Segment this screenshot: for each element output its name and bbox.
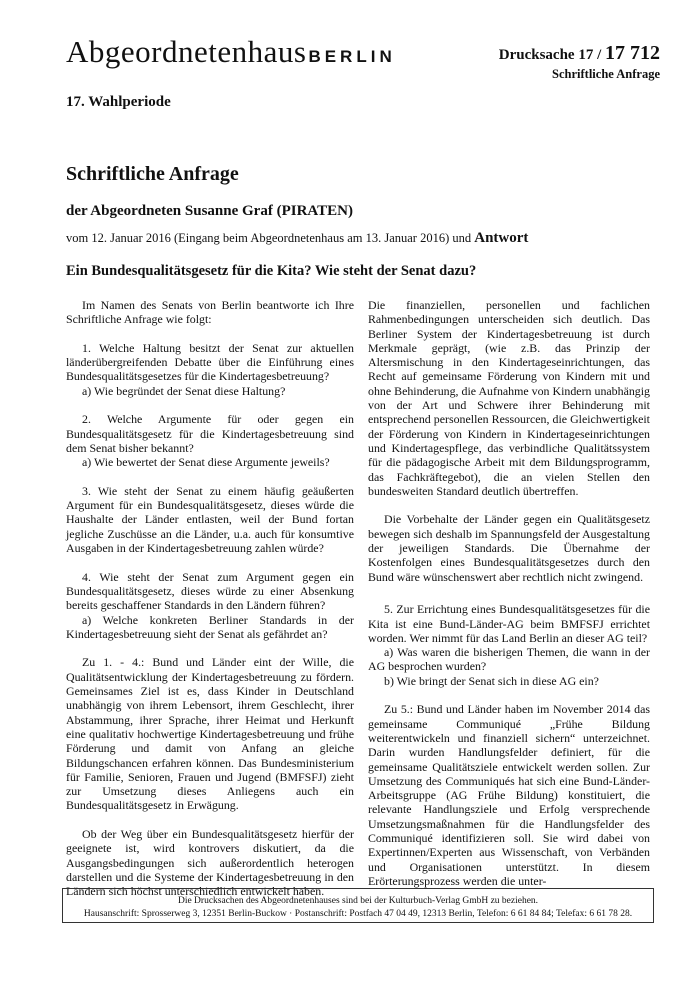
question-5b: b) Wie bringt der Senat sich in diese AG ein? <box>384 673 599 688</box>
answer-paragraph-conditions: Die finanziellen, personellen und fachlichen Rahmenbedingungen unterscheiden sich deutlich. Das Berliner System der Kindertagesbetreuung ist durch Merkmale geprägt, (wie z.B. das Prinzip der Altersmischung in den Kindertageseinrichtungen, das Recht auf gemeinsame Förderung von Kindern mit und ohne Behinderung, die Aufnahme von Kindern unabhängig von der Art und Schwere ihrer Behinderung mit entsprechend personellen Ressourcen, die Gleichwertigkeit der Förderung von Kindern in Kindertageseinrichtungen und Kindertagespflege, das verbindliche Qualitätssystem für die pädagogische Arbeit mit dem Bildungsprogramm, das Fachkräftegebot), die an vielen Stellen den bundesweiten Standard deutlich übertreffen. <box>368 298 650 498</box>
wahlperiode: 17. Wahlperiode <box>66 94 171 110</box>
drucksache-value: 17 712 <box>605 42 660 64</box>
answer-1-4: Zu 1. - 4.: Bund und Länder eint der Wille, die Qualitätsentwicklung der Kindertagesbetreuung zu fördern. Gemeinsames Ziel ist es, dass Kinder in Deutschland unabhängig von ihrem Lebensort, ihrem Geschlecht, ihrer Abstammung, ihrer Sprache, ihrer Heimat und Herkunft eine qualitativ hochwertige Kindertagesbetreuung und frühe Förderung und damit von Anfang an gleiche Bildungschancen erfahren können. Das Bundesministerium für Familie, Senioren, Frauen und Jugend (BMFSFJ) zieht zur Umsetzung dieses Anliegens auch ein Bundesqualitätsgesetz in Erwägung. <box>66 655 354 813</box>
question-1a: a) Wie begründet der Senat diese Haltung? <box>82 383 286 398</box>
document-title: Schriftliche Anfrage <box>66 163 239 185</box>
question-5a: a) Was waren die bisherigen Themen, die wann in der AG besprochen wurden? <box>368 645 650 674</box>
left-column <box>66 298 354 913</box>
intro-paragraph: Im Namen des Senats von Berlin beantworte ich Ihre Schriftliche Anfrage wie folgt: <box>66 298 354 327</box>
drucksache-prefix: Drucksache 17 / <box>498 47 602 63</box>
dateline <box>66 230 528 247</box>
footer-line-2: Hausanschrift: Sprosserweg 3, 12351 Berlin-Buckow · Postanschrift: Postfach 47 04 49, 12313 Berlin, Telefon: 6 61 84 84; Telefax: 6 61 78 28. <box>83 909 633 919</box>
question-5: 5. Zur Errichtung eines Bundesqualitätsgesetzes für die Kita ist eine Bund-Länder-AG beim BMFSFJ errichtet worden. Wer nimmt für das Land Berlin an dieser AG teil? <box>368 602 650 645</box>
answer-paragraph-reservations: Die Vorbehalte der Länder gegen ein Qualitätsgesetz bewegen sich deshalb im Spannungsfeld der Ausgestaltung der jeweiligen Standards. Die Übernahme der Kostenfolgen eines Bundesqualitätsgesetzes durch den Bund wäre wünschenswert aber rechtlich nicht zwingend. <box>368 512 650 584</box>
masthead-berlin: BERLIN <box>308 47 396 66</box>
author-line: der Abgeordneten Susanne Graf (PIRATEN) <box>66 203 353 219</box>
doc-type-label: Schriftliche Anfrage <box>552 67 660 81</box>
masthead <box>66 36 396 67</box>
antwort-label: Antwort <box>474 230 529 246</box>
question-3: 3. Wie steht der Senat zu einem häufig geäußerten Argument für ein Bundesqualitätsgesetz, dieses würde die Haushalte der Länder entlasten, weil der Bund fortan jegliche Zuschüsse an die Länder, u.a. auch für konsumtive Ausgaben in der Kindertagesbetreuung zahlen würde? <box>66 483 354 556</box>
masthead-title: Abgeordnetenhaus <box>66 34 307 69</box>
question-1: 1. Welche Haltung besitzt der Senat zur aktuellen länderübergreifenden Debatte über die Einführung eines Bundesqualitätsgesetzes für die Kindertagesbetreuung? <box>66 340 354 384</box>
footer-line-1: Die Drucksachen des Abgeordnetenhauses sind bei der Kulturbuch-Verlag GmbH zu beziehen. <box>177 896 539 906</box>
question-4a: a) Welche konkreten Berliner Standards in der Kindertagesbetreuung sieht der Senat als gefährdet an? <box>66 612 354 641</box>
answer-5: Zu 5.: Bund und Länder haben im November 2014 das gemeinsame Communiqué „Frühe Bildung weiterentwickeln und finanziell sichern“ unterzeichnet. Darin wurden Handlungsfelder definiert, für die gemeinsame Qualitätsziele entwickelt werden sollen. Zur Umsetzung des Communiqués hat sich eine Bund-Länder-Arbeitsgruppe (AG Frühe Bildung) konstituiert, die relevante Handlungsziele und Erfolg versprechende Umsetzungsmaßnahmen für die Handlungsfelder des Communiqué identifizieren soll. Sie wird dabei von Expertinnen/Experten aus Wissenschaft, von Verbänden und Organisationen unterstützt. In diesem Erörterungsprozess werden die unter- <box>368 702 650 888</box>
question-title: Ein Bundesqualitätsgesetz für die Kita? Wie steht der Senat dazu? <box>66 263 477 279</box>
dateline-text: vom 12. Januar 2016 (Eingang beim Abgeordnetenhaus am 13. Januar 2016) und <box>66 231 472 245</box>
footer-box <box>62 888 654 923</box>
question-2a: a) Wie bewertet der Senat diese Argumente jeweils? <box>82 455 330 470</box>
drucksache-number <box>499 42 660 65</box>
question-2: 2. Welche Argumente für oder gegen ein Bundesqualitätsgesetz für die Kindertagesbetreuung sind dem Senat bisher bekannt? <box>66 412 354 455</box>
right-column <box>368 298 650 902</box>
answer-1-4-continued: Ob der Weg über ein Bundesqualitätsgesetz hierfür der geeignete ist, wird kontrovers diskutiert, da die Ausgangsbedingungen sich außerordentlich heterogen darstellen und die Systeme der Kindertagesbetreuung in den Ländern sich höchst unterschiedlich entwickelt haben. <box>66 826 354 899</box>
question-4: 4. Wie steht der Senat zum Argument gegen ein Bundesqualitätsgesetz, dieses würde zu einer Absenkung bereits geschaffener Standards in den Ländern führen? <box>66 569 354 613</box>
